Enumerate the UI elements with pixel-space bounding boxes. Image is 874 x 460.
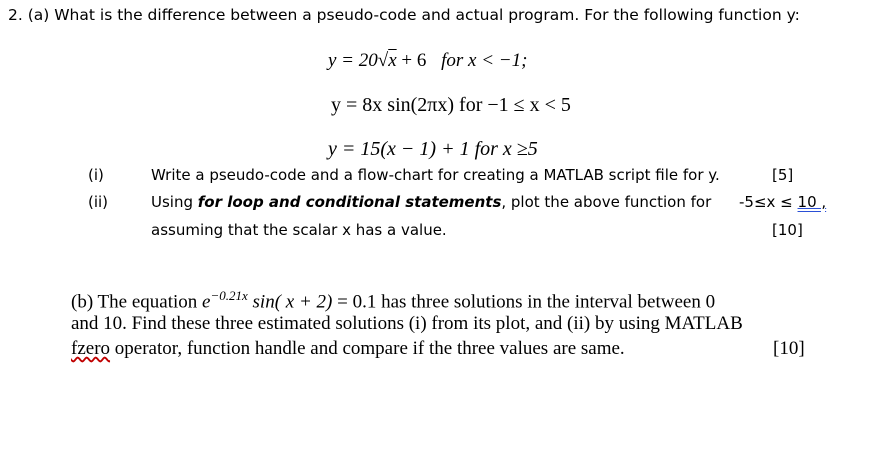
part-b-line-2: and 10. Find these three estimated solutions (i) from its plot, and (ii) by using MATLAB	[71, 313, 743, 334]
part-b-line1-prefix: (b) The equation	[71, 291, 203, 313]
part-ii-text-after: , plot the above function for	[501, 193, 712, 211]
part-i-label: (i)	[88, 166, 104, 184]
equation-3: y = 15(x − 1) + 1 for x ≥5	[328, 138, 538, 160]
question-intro: 2. (a) What is the difference between a pseudo-code and actual program. For the following function y:	[8, 6, 800, 24]
part-b-func: sin( x + 2)	[252, 291, 333, 313]
part-ii-continuation: assuming that the scalar x has a value.	[151, 221, 447, 239]
part-ii-marks: [10]	[772, 221, 803, 239]
part-ii-text-before: Using	[151, 193, 198, 211]
part-ii-text	[151, 193, 711, 211]
exp-base: e	[202, 291, 211, 313]
part-ii-range-prefix: -5≤x ≤	[739, 193, 793, 211]
part-b-line1-suffix: = 0.1 has three solutions in the interval between 0	[332, 291, 716, 313]
equation-1	[328, 50, 527, 72]
exp-power: −0.21x	[210, 288, 248, 303]
equation-2: y = 8x sin(2πx) for −1 ≤ x < 5	[331, 94, 571, 116]
part-b-marks: [10]	[773, 338, 805, 359]
part-ii-range-end: 10 ,	[797, 193, 827, 211]
equation-1-rhs: + 6	[401, 50, 427, 71]
equation-1-radical: x	[388, 50, 397, 71]
equation-1-lhs: y = 20	[328, 50, 378, 71]
part-b-line-3	[71, 338, 625, 360]
fzero-word: fzero	[71, 338, 111, 359]
part-i-marks: [5]	[772, 166, 794, 184]
part-ii-label: (ii)	[88, 193, 109, 211]
equation-1-condition: for x < −1;	[441, 50, 528, 71]
part-i-text: Write a pseudo-code and a flow-chart for creating a MATLAB script file for y.	[151, 166, 720, 184]
part-b-line3-rest: operator, function handle and compare if the three values are same.	[110, 338, 625, 359]
part-ii-range	[739, 193, 826, 211]
part-ii-emphasis: for loop and conditional statements	[197, 193, 502, 211]
part-b-line-1	[71, 288, 715, 313]
sqrt-symbol: √	[377, 50, 389, 71]
